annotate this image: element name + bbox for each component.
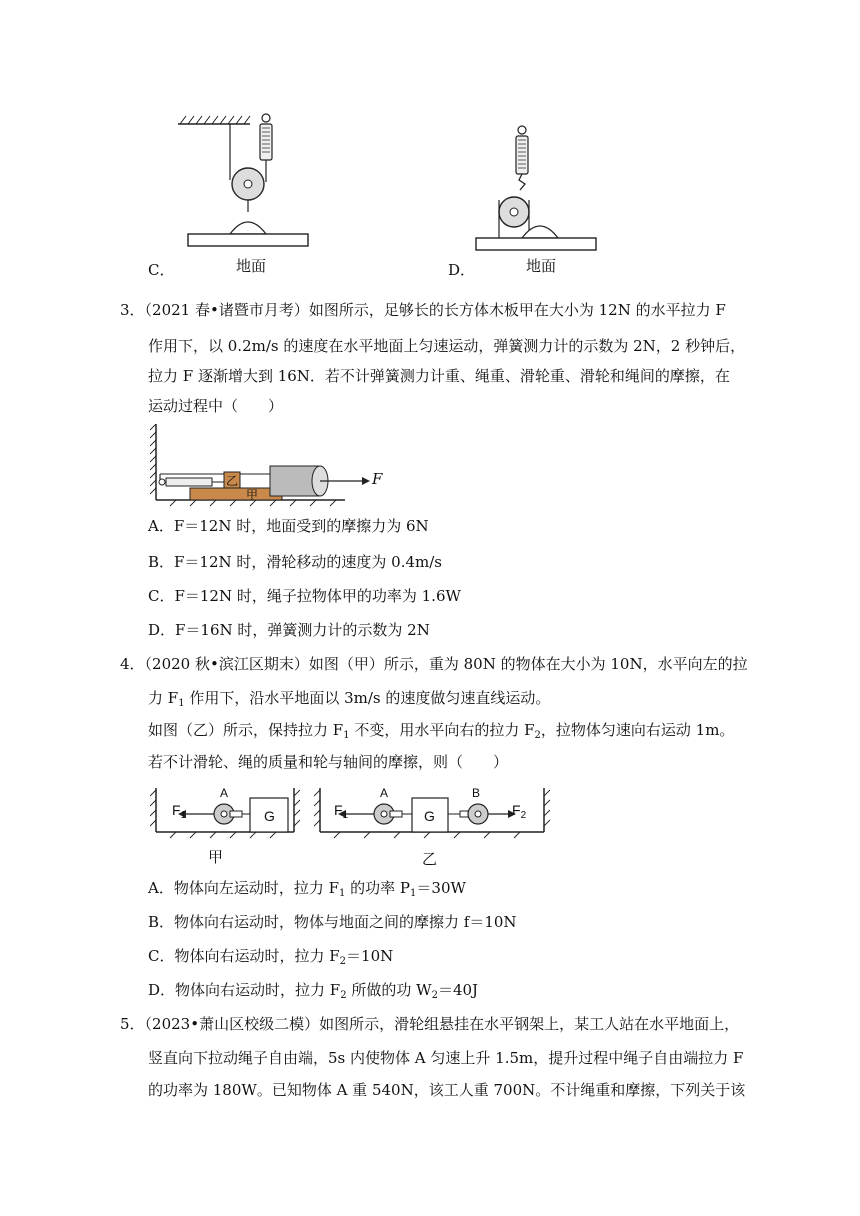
q4-jia-label-g: G (264, 808, 275, 824)
q4-line3: 如图（乙）所示，保持拉力 $F_1$ 不变，用水平向右的拉力 $F_2$，拉物体匀速向右运动 1m。 (148, 721, 735, 741)
q4-jia-label-f1: $F_1$ (172, 802, 187, 821)
q4-option-c: C．物体向右运动时，拉力 $F_2=10N$ (148, 947, 394, 967)
q3-option-b: B．F＝12N 时，滑轮移动的速度为 0.4m/s (148, 553, 443, 571)
q4-yi-label-g: G (424, 808, 435, 824)
q5-line3: 的功率为 180W。已知物体 A 重 540N，该工人重 700N。不计绳重和摩擦，下列关于该 (148, 1081, 746, 1099)
q4-line1: 4．（2020 秋•滨江区期末）如图（甲）所示，重为 80N 的物体在大小为 10N，水平向左的拉 (120, 655, 748, 673)
q3-fig-label-jia: 甲 (246, 488, 259, 502)
q3-line2: 作用下，以 0.2m/s 的速度在水平地面上匀速运动，弹簧测力计的示数为 2N，2 秒钟后， (148, 337, 746, 355)
q5-line1: 5．（2023•萧山区校级二模）如图所示，滑轮组悬挂在水平钢架上，某工人站在水平地面上， (120, 1015, 740, 1033)
figure-option-c (170, 110, 320, 258)
q3-option-c: C．F＝12N 时，绳子拉物体甲的功率为 1.6W (148, 587, 461, 605)
q3-line3: 拉力 F 逐渐增大到 16N．若不计弹簧测力计重、绳重、滑轮重、滑轮和绳间的摩擦，在 (148, 367, 730, 385)
q3-fig-label-yi: 乙 (226, 474, 239, 488)
q4-yi-label-a: A (380, 786, 389, 800)
q4-yi-label-f2: $F_2$ (512, 802, 527, 821)
q5-line2: 竖直向下拉动绳子自由端，5s 内使物体 A 匀速上升 1.5m，提升过程中绳子自由端拉力 F (148, 1049, 744, 1067)
option-d-ground-label: 地面 (526, 257, 557, 275)
q3-option-d: D．F＝16N 时，弹簧测力计的示数为 2N (148, 621, 430, 639)
q4-option-b: B．物体向右运动时，物体与地面之间的摩擦力 f＝10N (148, 913, 517, 931)
figure-q3 (150, 424, 390, 508)
q4-jia-label-a: A (220, 786, 229, 800)
q3-line4: 运动过程中（ ） (148, 397, 284, 415)
option-c-ground-label: 地面 (236, 257, 267, 275)
q3-option-a: A．F＝12N 时，地面受到的摩擦力为 6N (148, 517, 429, 535)
q3-fig-label-f: F (372, 470, 383, 488)
q4-yi-label-f1: $F_1$ (334, 802, 349, 821)
q4-yi-caption: 乙 (422, 850, 438, 868)
q4-line4: 若不计滑轮、绳的质量和轮与轴间的摩擦，则（ ） (148, 753, 509, 771)
q4-option-a: A．物体向左运动时，拉力 $F_1$ 的功率 $P_1=30W$ (148, 879, 466, 899)
q3-line1: 3．（2021 春•诸暨市月考）如图所示，足够长的长方体木板甲在大小为 12N 的水平拉力 F (120, 301, 726, 319)
q4-jia-caption: 甲 (208, 848, 224, 866)
option-d-label: D． (448, 261, 476, 279)
q4-line2: 力 $F_1$ 作用下，沿水平地面以 3m/s 的速度做匀速直线运动。 (148, 689, 551, 709)
option-c-label: C． (148, 261, 175, 279)
figure-option-d (474, 118, 604, 253)
q4-option-d: D．物体向右运动时，拉力 $F_2$ 所做的功 $W_2=40J$ (148, 981, 479, 1001)
q4-yi-label-b: B (472, 786, 481, 800)
